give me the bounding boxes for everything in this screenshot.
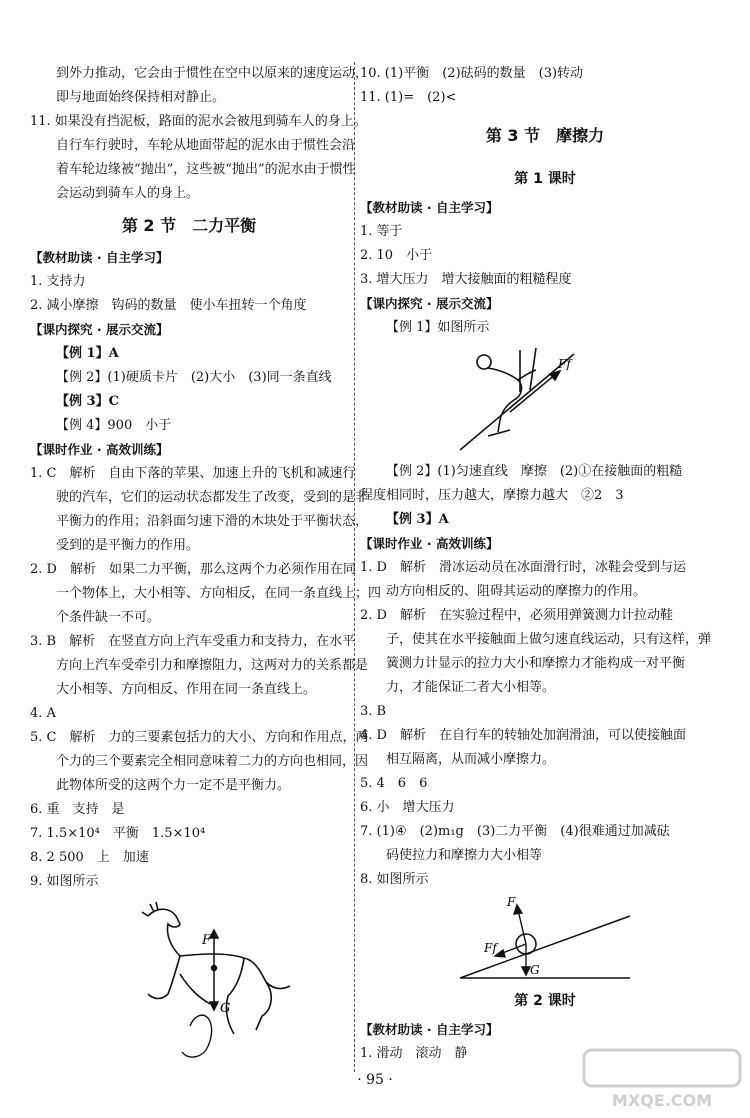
answer-3-line: 3. B 解析 在竖直方向上汽车受重力和支持力，在水平 <box>30 634 356 649</box>
section-title: 第 3 节 摩擦力 <box>485 126 605 145</box>
answer-2-line: 力，才能保证二者大小相等。 <box>386 680 556 695</box>
section-tag: 【课内探究 · 展示交流】 <box>30 322 169 337</box>
friction-label: Ff <box>558 357 571 371</box>
answer-line: 2. 10 小于 <box>360 248 433 263</box>
answer-11-line: 11. (1)= (2)< <box>360 90 457 105</box>
answer-line: 3. 增大压力 增大接触面的粗糙程度 <box>360 272 572 287</box>
answer-line: 2. 减小摩擦 钩码的数量 使小车扭转一个角度 <box>30 298 307 313</box>
example-answer: 【例 3】A <box>386 512 449 527</box>
section-tag: 【教材助读 · 自主学习】 <box>360 1022 499 1037</box>
section-tag: 【课时作业 · 高效训练】 <box>30 442 169 457</box>
example-answer: 【例 3】C <box>56 394 119 409</box>
answer-2-line: 2. D 解析 在实验过程中，必须用弹簧测力计拉动鞋 <box>360 608 673 623</box>
slope-force-figure <box>360 892 730 984</box>
answer-2-line: 簧测力计显示的拉力大小和摩擦力才能构成一对平衡 <box>386 656 686 671</box>
force-g-label: G <box>530 963 540 977</box>
continued-line: 到外力推动，它会由于惯性在空中以原来的速度运动， <box>56 66 369 81</box>
answer-1-line: 1. C 解析 自由下落的苹果、加速上升的飞机和减速行 <box>30 466 356 481</box>
example-answer: 【例 4】900 小于 <box>56 418 172 433</box>
answer-4-line: 4. D 解析 在自行车的转轴处加润滑油，可以使接触面 <box>360 728 686 743</box>
answer-4-line: 相互隔离，从而减小摩擦力。 <box>386 752 556 767</box>
answer-6-line: 6. 重 支持 是 <box>30 802 125 817</box>
section-tag: 【课内探究 · 展示交流】 <box>360 296 499 311</box>
answer-6-line: 6. 小 增大压力 <box>360 800 455 815</box>
section-tag: 【教材助读 · 自主学习】 <box>360 200 499 215</box>
continued-line: 即与地面始终保持相对静止。 <box>56 90 226 105</box>
answer-1-line: 1. D 解析 滑冰运动员在冰面滑行时，冰鞋会受到与运 <box>360 560 686 575</box>
section-tag: 【教材助读 · 自主学习】 <box>30 250 169 265</box>
answer-1-line: 平衡力的作用；沿斜面匀速下滑的木块处于平衡状态， <box>56 514 369 529</box>
answer-line: 1. 等于 <box>360 224 403 239</box>
answer-2-line: 2. D 解析 如果二力平衡，那么这两个力必须作用在同 <box>30 562 356 577</box>
answer-1-line: 动方向相反的、阻碍其运动的摩擦力的作用。 <box>386 584 647 599</box>
answer-11-line: 11. 如果没有挡泥板，路面的泥水会被甩到骑车人的身上。 <box>30 114 367 129</box>
horse-force-figure <box>30 894 348 1064</box>
answer-7-line: 7. 1.5×10⁴ 平衡 1.5×10⁴ <box>30 826 206 841</box>
answer-7-line: 7. (1)④ (2)m₁g (3)二力平衡 (4)很难通过加减砝 <box>360 824 670 839</box>
answer-11-line: 会运动到骑车人的身上。 <box>56 186 200 201</box>
answer-2-line: 一个物体上，大小相等、方向相反，在同一条直线上；四 <box>56 586 382 601</box>
answer-8-line: 8. 如图所示 <box>360 872 429 887</box>
force-f-label: F <box>202 933 212 948</box>
answer-10-line: 10. (1)平衡 (2)砝码的数量 (3)转动 <box>360 66 584 81</box>
friction-label: Ff <box>484 941 497 955</box>
section-title: 第 2 节 二力平衡 <box>121 216 257 235</box>
lesson-title: 第 2 课时 <box>514 993 576 1009</box>
watermark-logo <box>582 1048 742 1112</box>
answer-line: 1. 滑动 滚动 静 <box>360 1046 468 1061</box>
answer-2-line: 个条件缺一不可。 <box>56 610 161 625</box>
example-2-line: 程度相同时，压力越大，摩擦力越大 ②2 3 <box>360 488 624 503</box>
answer-5-line: 5. C 解析 力的三要素包括力的大小、方向和作用点，两 <box>30 730 369 745</box>
page-number: · 95 · <box>357 1072 393 1088</box>
example-answer: 【例 1】A <box>56 346 119 361</box>
answer-3-line: 方向上汽车受牵引力和摩擦阻力，这两对力的关系都是 <box>56 658 369 673</box>
lesson-title: 第 1 课时 <box>514 171 576 187</box>
answer-11-line: 自行车行驶时，车轮从地面带起的泥水由于惯性会沿 <box>56 138 356 153</box>
answer-5-line: 此物体所受的这两个力一定不是平衡力。 <box>56 778 291 793</box>
force-g-label: G <box>220 1001 231 1016</box>
answer-1-line: 驶的汽车，它们的运动状态都发生了改变，受到的是非 <box>56 490 369 505</box>
watermark-text: MXQE.COM <box>611 1091 713 1110</box>
answer-3-line: 大小相等、方向相反、作用在同一条直线上。 <box>56 682 317 697</box>
force-f-label: F <box>507 895 516 909</box>
answer-3-line: 3. B <box>360 704 387 719</box>
right-column <box>360 62 730 1066</box>
example-answer: 【例 1】如图所示 <box>386 320 490 335</box>
answer-1-line: 受到的是平衡力的作用。 <box>56 538 200 553</box>
section-tag: 【课时作业 · 高效训练】 <box>360 536 499 551</box>
answer-2-line: 子，使其在水平接触面上做匀速直线运动，只有这样，弹 <box>386 632 712 647</box>
skier-force-figure <box>360 340 730 460</box>
example-answer: 【例 2】(1)硬质卡片 (2)大小 (3)同一条直线 <box>56 370 332 385</box>
answer-5-line: 5. 4 6 6 <box>360 776 428 791</box>
answer-8-line: 8. 2 500 上 加速 <box>30 850 149 865</box>
example-2-line: 【例 2】(1)匀速直线 摩擦 (2)①在接触面的粗糙 <box>386 464 683 479</box>
answer-4-line: 4. A <box>30 706 56 721</box>
answer-line: 1. 支持力 <box>30 274 86 289</box>
answer-5-line: 个力的三个要素完全相同意味着二力的方向也相同，因 <box>56 754 369 769</box>
answer-11-line: 着车轮边缘被“抛出”，这些被“抛出”的泥水由于惯性 <box>56 162 356 177</box>
answer-9-line: 9. 如图所示 <box>30 874 99 889</box>
answer-7-line: 码使拉力和摩擦力大小相等 <box>386 848 543 863</box>
